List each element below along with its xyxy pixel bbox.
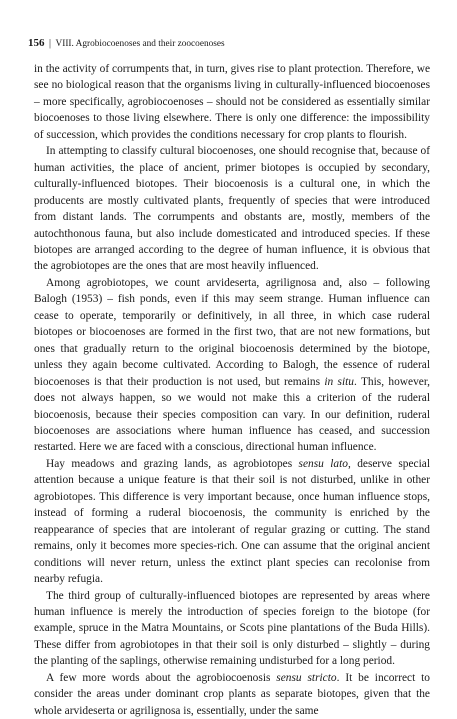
text-run: in the activity of corrumpents that, in turn, gives rise to plant protection. Therefore, we see no biological reason that the organisms living in culturally-influenced biocoenoses – more specifically, agrobiocoenoses – should not be considered as essentially similar biocoenoses to those living elsewhere. There is only one difference: the impossibility of succession, which provides the conditions necessary for crop plants to flourish. (34, 63, 430, 141)
chapter-title: VIII. Agrobiocoenoses and their zoocoenoses (55, 39, 225, 49)
header-separator: | (49, 38, 52, 49)
running-header (28, 37, 225, 50)
text-run: Hay meadows and grazing lands, as agrobiotopes (46, 457, 299, 470)
paragraph (34, 275, 430, 456)
text-run: . This, however, does not always happen, so we would not make this a criterion of the ruderal biocoenosis, because their species composition can vary. In our definition, ruderal biocoenoses are associations where human influence has ceased, and succession restarted. Here we are faced with a conscious, directional human influence. (34, 375, 431, 454)
text-run: The third group of culturally-influenced biotopes are represented by areas where human influence is merely the introduction of species foreign to the biotope (for example, spruce in the Matra Mountains, or Scots pine plantations of the Buda Hills). These differ from agrobiotopes in that their soil is only disturbed – slightly – during the planting of the saplings, otherwise remaining undisturbed for a long period. (34, 589, 430, 668)
italic-term: in situ (324, 375, 354, 388)
text-run: , deserve special attention because a unique feature is that their soil is not disturbed, unlike in other agrobiotopes. This difference is very important because, once human influence stops, instead of forming a ruderal biocoenosis, the community is enriched by the reappearance of species that are intolerant of regular grazing or cutting. The stand remains, only it becomes more species-rich. One can assume that the original ancient conditions will never return, unless the extinct plant species can recolonise from nearby refugia. (34, 457, 430, 586)
paragraph (34, 588, 430, 670)
body-text (34, 61, 430, 719)
page-number: 156 (28, 37, 45, 49)
paragraph (34, 670, 430, 719)
paragraph (34, 456, 430, 588)
italic-term: sensu stricto (276, 671, 337, 684)
text-run: Among agrobiotopes, we count arvideserta, agrilignosa and, also – following Balogh (1953) – fish ponds, even if this may seem strange. Human influence can cease to operate, temporarily or definitively, in all three, in which case ruderal biotopes or biocoenoses are formed in the first two, that are not new formations, but ones that gradually return to the original biocoenosis determined by the biotope, unless they again become cultivated. According to Balogh, the essence of ruderal biocoenoses is that their production is not used, but remains (34, 276, 430, 388)
text-run: In attempting to classify cultural biocoenoses, one should recognise that, because of human activities, the place of ancient, primer biotopes is occupied by secondary, culturally-influenced biotopes. Their biocoenosis is a cultural one, in which the producents are mostly cultivated plants, frequently of species that were introduced from distant lands. The corrumpents and obstants are, mostly, members of the autochthonous fauna, but also include domesticated and introduced species. If these biotopes are arranged according to the degree of human influence, it is obvious that the agrobiotopes are the ones that are most heavily influenced. (34, 145, 430, 273)
paragraph (34, 61, 430, 143)
paragraph (34, 143, 430, 275)
text-run: . It be incorrect to consider the areas under dominant crop plants as separate biotopes, given that the whole arvideserta or agrilignosa is, essentially, under the same (34, 671, 430, 717)
text-run: A few more words about the agrobiocoenosis (46, 671, 277, 684)
italic-term: sensu lato (298, 457, 348, 470)
